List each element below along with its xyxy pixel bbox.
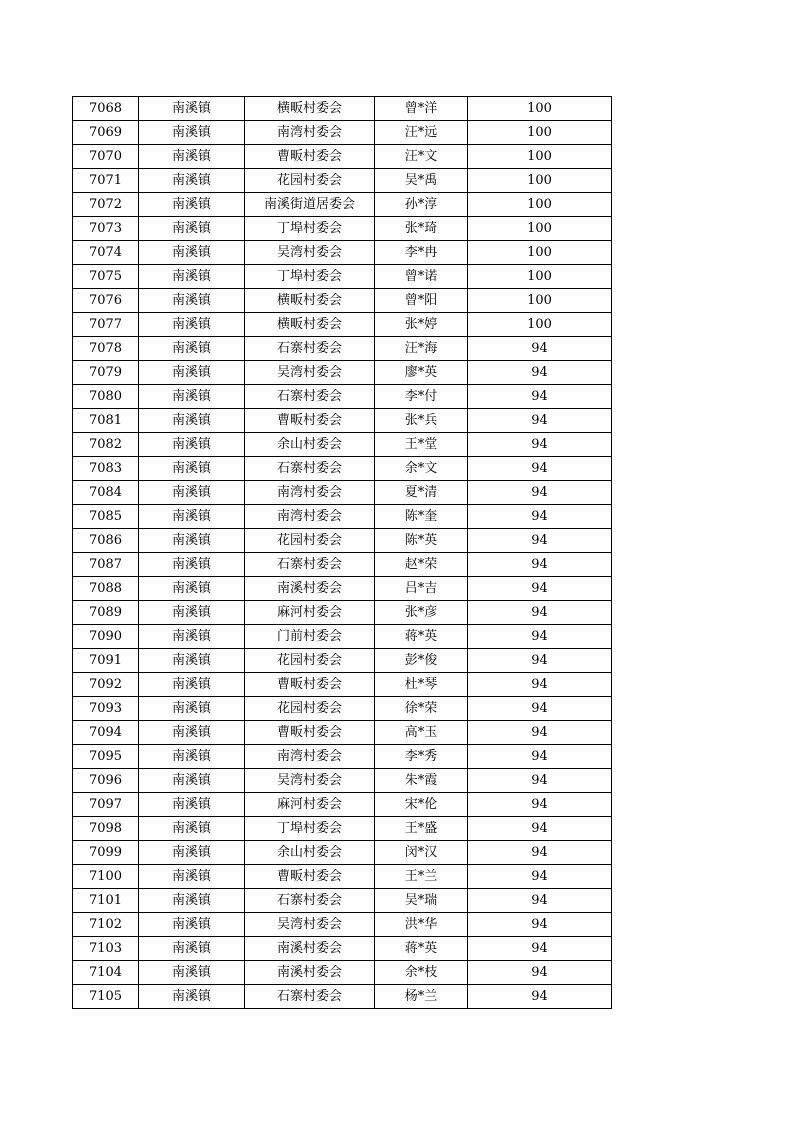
- row-number-cell: 7080: [73, 385, 139, 409]
- table-row: [73, 529, 612, 553]
- town-cell: 南溪镇: [139, 505, 245, 529]
- score-cell: 100: [468, 265, 612, 289]
- town-cell: 南溪镇: [139, 385, 245, 409]
- village-cell: 曹畈村委会: [245, 721, 375, 745]
- row-number-cell: 7098: [73, 817, 139, 841]
- table-row: [73, 169, 612, 193]
- roster-table-body: [73, 97, 612, 1009]
- town-cell: 南溪镇: [139, 961, 245, 985]
- name-cell: 赵*荣: [375, 553, 468, 577]
- name-cell: 蒋*英: [375, 625, 468, 649]
- name-cell: 杨*兰: [375, 985, 468, 1009]
- table-row: [73, 145, 612, 169]
- town-cell: 南溪镇: [139, 649, 245, 673]
- row-number-cell: 7069: [73, 121, 139, 145]
- name-cell: 彭*俊: [375, 649, 468, 673]
- score-cell: 94: [468, 817, 612, 841]
- row-number-cell: 7082: [73, 433, 139, 457]
- village-cell: 石寨村委会: [245, 337, 375, 361]
- row-number-cell: 7083: [73, 457, 139, 481]
- name-cell: 王*堂: [375, 433, 468, 457]
- row-number-cell: 7104: [73, 961, 139, 985]
- village-cell: 南溪街道居委会: [245, 193, 375, 217]
- score-cell: 94: [468, 385, 612, 409]
- village-cell: 曹畈村委会: [245, 409, 375, 433]
- score-cell: 94: [468, 337, 612, 361]
- name-cell: 汪*远: [375, 121, 468, 145]
- village-cell: 吴湾村委会: [245, 913, 375, 937]
- row-number-cell: 7074: [73, 241, 139, 265]
- row-number-cell: 7091: [73, 649, 139, 673]
- score-cell: 94: [468, 529, 612, 553]
- village-cell: 南湾村委会: [245, 505, 375, 529]
- row-number-cell: 7079: [73, 361, 139, 385]
- table-row: [73, 265, 612, 289]
- score-cell: 94: [468, 961, 612, 985]
- name-cell: 夏*清: [375, 481, 468, 505]
- name-cell: 汪*文: [375, 145, 468, 169]
- name-cell: 张*兵: [375, 409, 468, 433]
- village-cell: 南湾村委会: [245, 481, 375, 505]
- town-cell: 南溪镇: [139, 625, 245, 649]
- row-number-cell: 7092: [73, 673, 139, 697]
- row-number-cell: 7068: [73, 97, 139, 121]
- town-cell: 南溪镇: [139, 745, 245, 769]
- village-cell: 曹畈村委会: [245, 865, 375, 889]
- village-cell: 石寨村委会: [245, 889, 375, 913]
- table-row: [73, 193, 612, 217]
- score-cell: 100: [468, 313, 612, 337]
- score-cell: 100: [468, 145, 612, 169]
- town-cell: 南溪镇: [139, 169, 245, 193]
- score-cell: 94: [468, 721, 612, 745]
- score-cell: 94: [468, 985, 612, 1009]
- table-row: [73, 913, 612, 937]
- village-cell: 曹畈村委会: [245, 673, 375, 697]
- name-cell: 余*文: [375, 457, 468, 481]
- village-cell: 花园村委会: [245, 697, 375, 721]
- row-number-cell: 7081: [73, 409, 139, 433]
- row-number-cell: 7095: [73, 745, 139, 769]
- village-cell: 花园村委会: [245, 169, 375, 193]
- name-cell: 洪*华: [375, 913, 468, 937]
- table-row: [73, 625, 612, 649]
- row-number-cell: 7070: [73, 145, 139, 169]
- name-cell: 李*付: [375, 385, 468, 409]
- village-cell: 麻河村委会: [245, 793, 375, 817]
- village-cell: 丁埠村委会: [245, 217, 375, 241]
- score-cell: 94: [468, 889, 612, 913]
- village-cell: 石寨村委会: [245, 457, 375, 481]
- table-row: [73, 217, 612, 241]
- village-cell: 南溪村委会: [245, 961, 375, 985]
- table-row: [73, 337, 612, 361]
- score-cell: 94: [468, 625, 612, 649]
- row-number-cell: 7099: [73, 841, 139, 865]
- name-cell: 蒋*英: [375, 937, 468, 961]
- table-row: [73, 361, 612, 385]
- village-cell: 横畈村委会: [245, 313, 375, 337]
- table-row: [73, 553, 612, 577]
- score-cell: 94: [468, 601, 612, 625]
- village-cell: 南湾村委会: [245, 745, 375, 769]
- village-cell: 南溪村委会: [245, 577, 375, 601]
- score-cell: 100: [468, 241, 612, 265]
- town-cell: 南溪镇: [139, 217, 245, 241]
- table-row: [73, 97, 612, 121]
- name-cell: 张*彦: [375, 601, 468, 625]
- table-row: [73, 745, 612, 769]
- village-cell: 曹畈村委会: [245, 145, 375, 169]
- name-cell: 陈*英: [375, 529, 468, 553]
- score-cell: 94: [468, 673, 612, 697]
- name-cell: 王*盛: [375, 817, 468, 841]
- town-cell: 南溪镇: [139, 121, 245, 145]
- score-cell: 94: [468, 577, 612, 601]
- table-row: [73, 577, 612, 601]
- village-cell: 丁埠村委会: [245, 817, 375, 841]
- row-number-cell: 7087: [73, 553, 139, 577]
- score-cell: 100: [468, 217, 612, 241]
- name-cell: 张*婷: [375, 313, 468, 337]
- row-number-cell: 7097: [73, 793, 139, 817]
- table-row: [73, 961, 612, 985]
- town-cell: 南溪镇: [139, 553, 245, 577]
- row-number-cell: 7085: [73, 505, 139, 529]
- town-cell: 南溪镇: [139, 985, 245, 1009]
- village-cell: 花园村委会: [245, 649, 375, 673]
- score-cell: 94: [468, 865, 612, 889]
- town-cell: 南溪镇: [139, 937, 245, 961]
- table-row: [73, 121, 612, 145]
- name-cell: 吴*瑞: [375, 889, 468, 913]
- town-cell: 南溪镇: [139, 577, 245, 601]
- table-row: [73, 889, 612, 913]
- town-cell: 南溪镇: [139, 289, 245, 313]
- village-cell: 南溪村委会: [245, 937, 375, 961]
- score-cell: 94: [468, 649, 612, 673]
- village-cell: 吴湾村委会: [245, 361, 375, 385]
- score-cell: 94: [468, 913, 612, 937]
- table-row: [73, 673, 612, 697]
- town-cell: 南溪镇: [139, 265, 245, 289]
- score-cell: 94: [468, 505, 612, 529]
- name-cell: 朱*霞: [375, 769, 468, 793]
- table-row: [73, 601, 612, 625]
- score-cell: 94: [468, 841, 612, 865]
- table-row: [73, 385, 612, 409]
- row-number-cell: 7088: [73, 577, 139, 601]
- table-row: [73, 433, 612, 457]
- village-cell: 吴湾村委会: [245, 769, 375, 793]
- table-row: [73, 937, 612, 961]
- name-cell: 闵*汉: [375, 841, 468, 865]
- row-number-cell: 7077: [73, 313, 139, 337]
- town-cell: 南溪镇: [139, 481, 245, 505]
- score-cell: 100: [468, 289, 612, 313]
- row-number-cell: 7089: [73, 601, 139, 625]
- score-cell: 94: [468, 457, 612, 481]
- score-cell: 94: [468, 361, 612, 385]
- town-cell: 南溪镇: [139, 865, 245, 889]
- village-cell: 横畈村委会: [245, 289, 375, 313]
- name-cell: 曾*阳: [375, 289, 468, 313]
- name-cell: 吴*禹: [375, 169, 468, 193]
- village-cell: 门前村委会: [245, 625, 375, 649]
- name-cell: 王*兰: [375, 865, 468, 889]
- table-row: [73, 793, 612, 817]
- town-cell: 南溪镇: [139, 337, 245, 361]
- score-cell: 94: [468, 697, 612, 721]
- row-number-cell: 7105: [73, 985, 139, 1009]
- table-row: [73, 409, 612, 433]
- name-cell: 孙*淳: [375, 193, 468, 217]
- score-cell: 100: [468, 121, 612, 145]
- town-cell: 南溪镇: [139, 145, 245, 169]
- score-cell: 100: [468, 169, 612, 193]
- table-row: [73, 985, 612, 1009]
- town-cell: 南溪镇: [139, 793, 245, 817]
- name-cell: 李*冉: [375, 241, 468, 265]
- town-cell: 南溪镇: [139, 841, 245, 865]
- row-number-cell: 7090: [73, 625, 139, 649]
- score-cell: 94: [468, 793, 612, 817]
- table-row: [73, 481, 612, 505]
- row-number-cell: 7072: [73, 193, 139, 217]
- town-cell: 南溪镇: [139, 529, 245, 553]
- town-cell: 南溪镇: [139, 457, 245, 481]
- table-row: [73, 769, 612, 793]
- row-number-cell: 7100: [73, 865, 139, 889]
- row-number-cell: 7093: [73, 697, 139, 721]
- town-cell: 南溪镇: [139, 817, 245, 841]
- row-number-cell: 7078: [73, 337, 139, 361]
- town-cell: 南溪镇: [139, 97, 245, 121]
- name-cell: 陈*奎: [375, 505, 468, 529]
- name-cell: 吕*吉: [375, 577, 468, 601]
- name-cell: 杜*琴: [375, 673, 468, 697]
- score-cell: 100: [468, 193, 612, 217]
- roster-table: [72, 96, 612, 1009]
- row-number-cell: 7075: [73, 265, 139, 289]
- row-number-cell: 7103: [73, 937, 139, 961]
- name-cell: 廖*英: [375, 361, 468, 385]
- town-cell: 南溪镇: [139, 889, 245, 913]
- name-cell: 汪*海: [375, 337, 468, 361]
- score-cell: 94: [468, 409, 612, 433]
- town-cell: 南溪镇: [139, 361, 245, 385]
- row-number-cell: 7094: [73, 721, 139, 745]
- name-cell: 高*玉: [375, 721, 468, 745]
- town-cell: 南溪镇: [139, 601, 245, 625]
- village-cell: 吴湾村委会: [245, 241, 375, 265]
- town-cell: 南溪镇: [139, 313, 245, 337]
- row-number-cell: 7084: [73, 481, 139, 505]
- town-cell: 南溪镇: [139, 409, 245, 433]
- score-cell: 94: [468, 745, 612, 769]
- village-cell: 横畈村委会: [245, 97, 375, 121]
- score-cell: 94: [468, 481, 612, 505]
- name-cell: 张*琦: [375, 217, 468, 241]
- table-row: [73, 649, 612, 673]
- row-number-cell: 7096: [73, 769, 139, 793]
- score-cell: 94: [468, 433, 612, 457]
- row-number-cell: 7076: [73, 289, 139, 313]
- village-cell: 石寨村委会: [245, 385, 375, 409]
- row-number-cell: 7086: [73, 529, 139, 553]
- town-cell: 南溪镇: [139, 193, 245, 217]
- table-row: [73, 817, 612, 841]
- table-row: [73, 505, 612, 529]
- name-cell: 曾*诺: [375, 265, 468, 289]
- table-row: [73, 457, 612, 481]
- table-row: [73, 241, 612, 265]
- score-cell: 94: [468, 553, 612, 577]
- town-cell: 南溪镇: [139, 913, 245, 937]
- village-cell: 丁埠村委会: [245, 265, 375, 289]
- town-cell: 南溪镇: [139, 673, 245, 697]
- table-row: [73, 313, 612, 337]
- town-cell: 南溪镇: [139, 769, 245, 793]
- name-cell: 余*枝: [375, 961, 468, 985]
- village-cell: 石寨村委会: [245, 553, 375, 577]
- village-cell: 余山村委会: [245, 841, 375, 865]
- row-number-cell: 7102: [73, 913, 139, 937]
- town-cell: 南溪镇: [139, 721, 245, 745]
- row-number-cell: 7073: [73, 217, 139, 241]
- score-cell: 94: [468, 937, 612, 961]
- table-row: [73, 289, 612, 313]
- village-cell: 麻河村委会: [245, 601, 375, 625]
- table-row: [73, 865, 612, 889]
- table-row: [73, 721, 612, 745]
- table-row: [73, 841, 612, 865]
- name-cell: 宋*伦: [375, 793, 468, 817]
- village-cell: 南湾村委会: [245, 121, 375, 145]
- village-cell: 石寨村委会: [245, 985, 375, 1009]
- name-cell: 曾*洋: [375, 97, 468, 121]
- name-cell: 李*秀: [375, 745, 468, 769]
- row-number-cell: 7071: [73, 169, 139, 193]
- village-cell: 余山村委会: [245, 433, 375, 457]
- table-row: [73, 697, 612, 721]
- town-cell: 南溪镇: [139, 241, 245, 265]
- village-cell: 花园村委会: [245, 529, 375, 553]
- score-cell: 100: [468, 97, 612, 121]
- score-cell: 94: [468, 769, 612, 793]
- town-cell: 南溪镇: [139, 697, 245, 721]
- row-number-cell: 7101: [73, 889, 139, 913]
- name-cell: 徐*荣: [375, 697, 468, 721]
- town-cell: 南溪镇: [139, 433, 245, 457]
